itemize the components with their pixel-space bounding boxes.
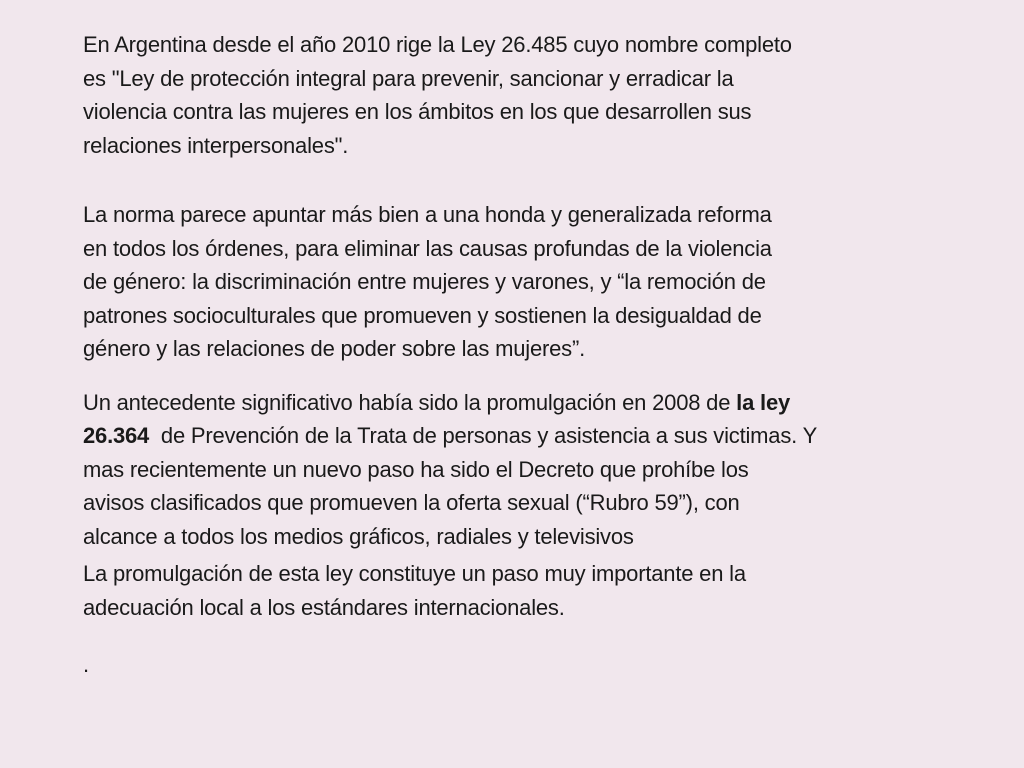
paragraph-spacer xyxy=(83,624,963,648)
text-line xyxy=(83,419,963,453)
paragraph-promulgacion xyxy=(83,557,963,624)
text-line: de género: la discriminación entre mujeres y varones, y “la remoción de xyxy=(83,269,766,294)
text-line: género y las relaciones de poder sobre las mujeres”. xyxy=(83,336,585,361)
text-line: violencia contra las mujeres en los ámbitos en los que desarrollen sus xyxy=(83,99,752,124)
text-line: en todos los órdenes, para eliminar las causas profundas de la violencia xyxy=(83,235,772,261)
text-line: patrones socioculturales que promueven y sostienen la desigualdad de xyxy=(83,302,762,328)
bold-law-reference: la ley xyxy=(736,389,791,415)
slide-body-text xyxy=(83,28,963,682)
text-line: es "Ley de protección integral para prevenir, sancionar y erradicar la xyxy=(83,65,734,91)
paragraph-trailing-dot xyxy=(83,648,963,682)
text-line: . xyxy=(83,652,89,677)
text-segment: de Prevención de la Trata de personas y asistencia a sus victimas. Y xyxy=(149,423,818,448)
text-line: relaciones interpersonales". xyxy=(83,132,349,158)
text-line: La promulgación de esta ley constituye un paso muy importante en la xyxy=(83,561,746,586)
bold-law-number: 26.364 xyxy=(83,423,150,448)
paragraph-ley-26485 xyxy=(83,28,963,162)
text-line: alcance a todos los medios gráficos, radiales y televisivos xyxy=(83,523,634,549)
paragraph-spacer xyxy=(83,366,963,386)
paragraph-spacer xyxy=(83,162,963,198)
text-line: mas recientemente un nuevo paso ha sido el Decreto que prohíbe los xyxy=(83,456,749,482)
text-line xyxy=(83,386,963,420)
text-line: La norma parece apuntar más bien a una honda y generalizada reforma xyxy=(83,202,772,227)
text-segment: Un antecedente significativo había sido la promulgación en 2008 de xyxy=(83,389,737,415)
text-line: avisos clasificados que promueven la oferta sexual (“Rubro 59”), con xyxy=(83,490,740,515)
paragraph-reforma xyxy=(83,198,963,366)
paragraph-antecedente xyxy=(83,386,963,554)
text-line: En Argentina desde el año 2010 rige la Ley 26.485 cuyo nombre completo xyxy=(83,32,792,57)
text-line: adecuación local a los estándares internacionales. xyxy=(83,594,565,620)
